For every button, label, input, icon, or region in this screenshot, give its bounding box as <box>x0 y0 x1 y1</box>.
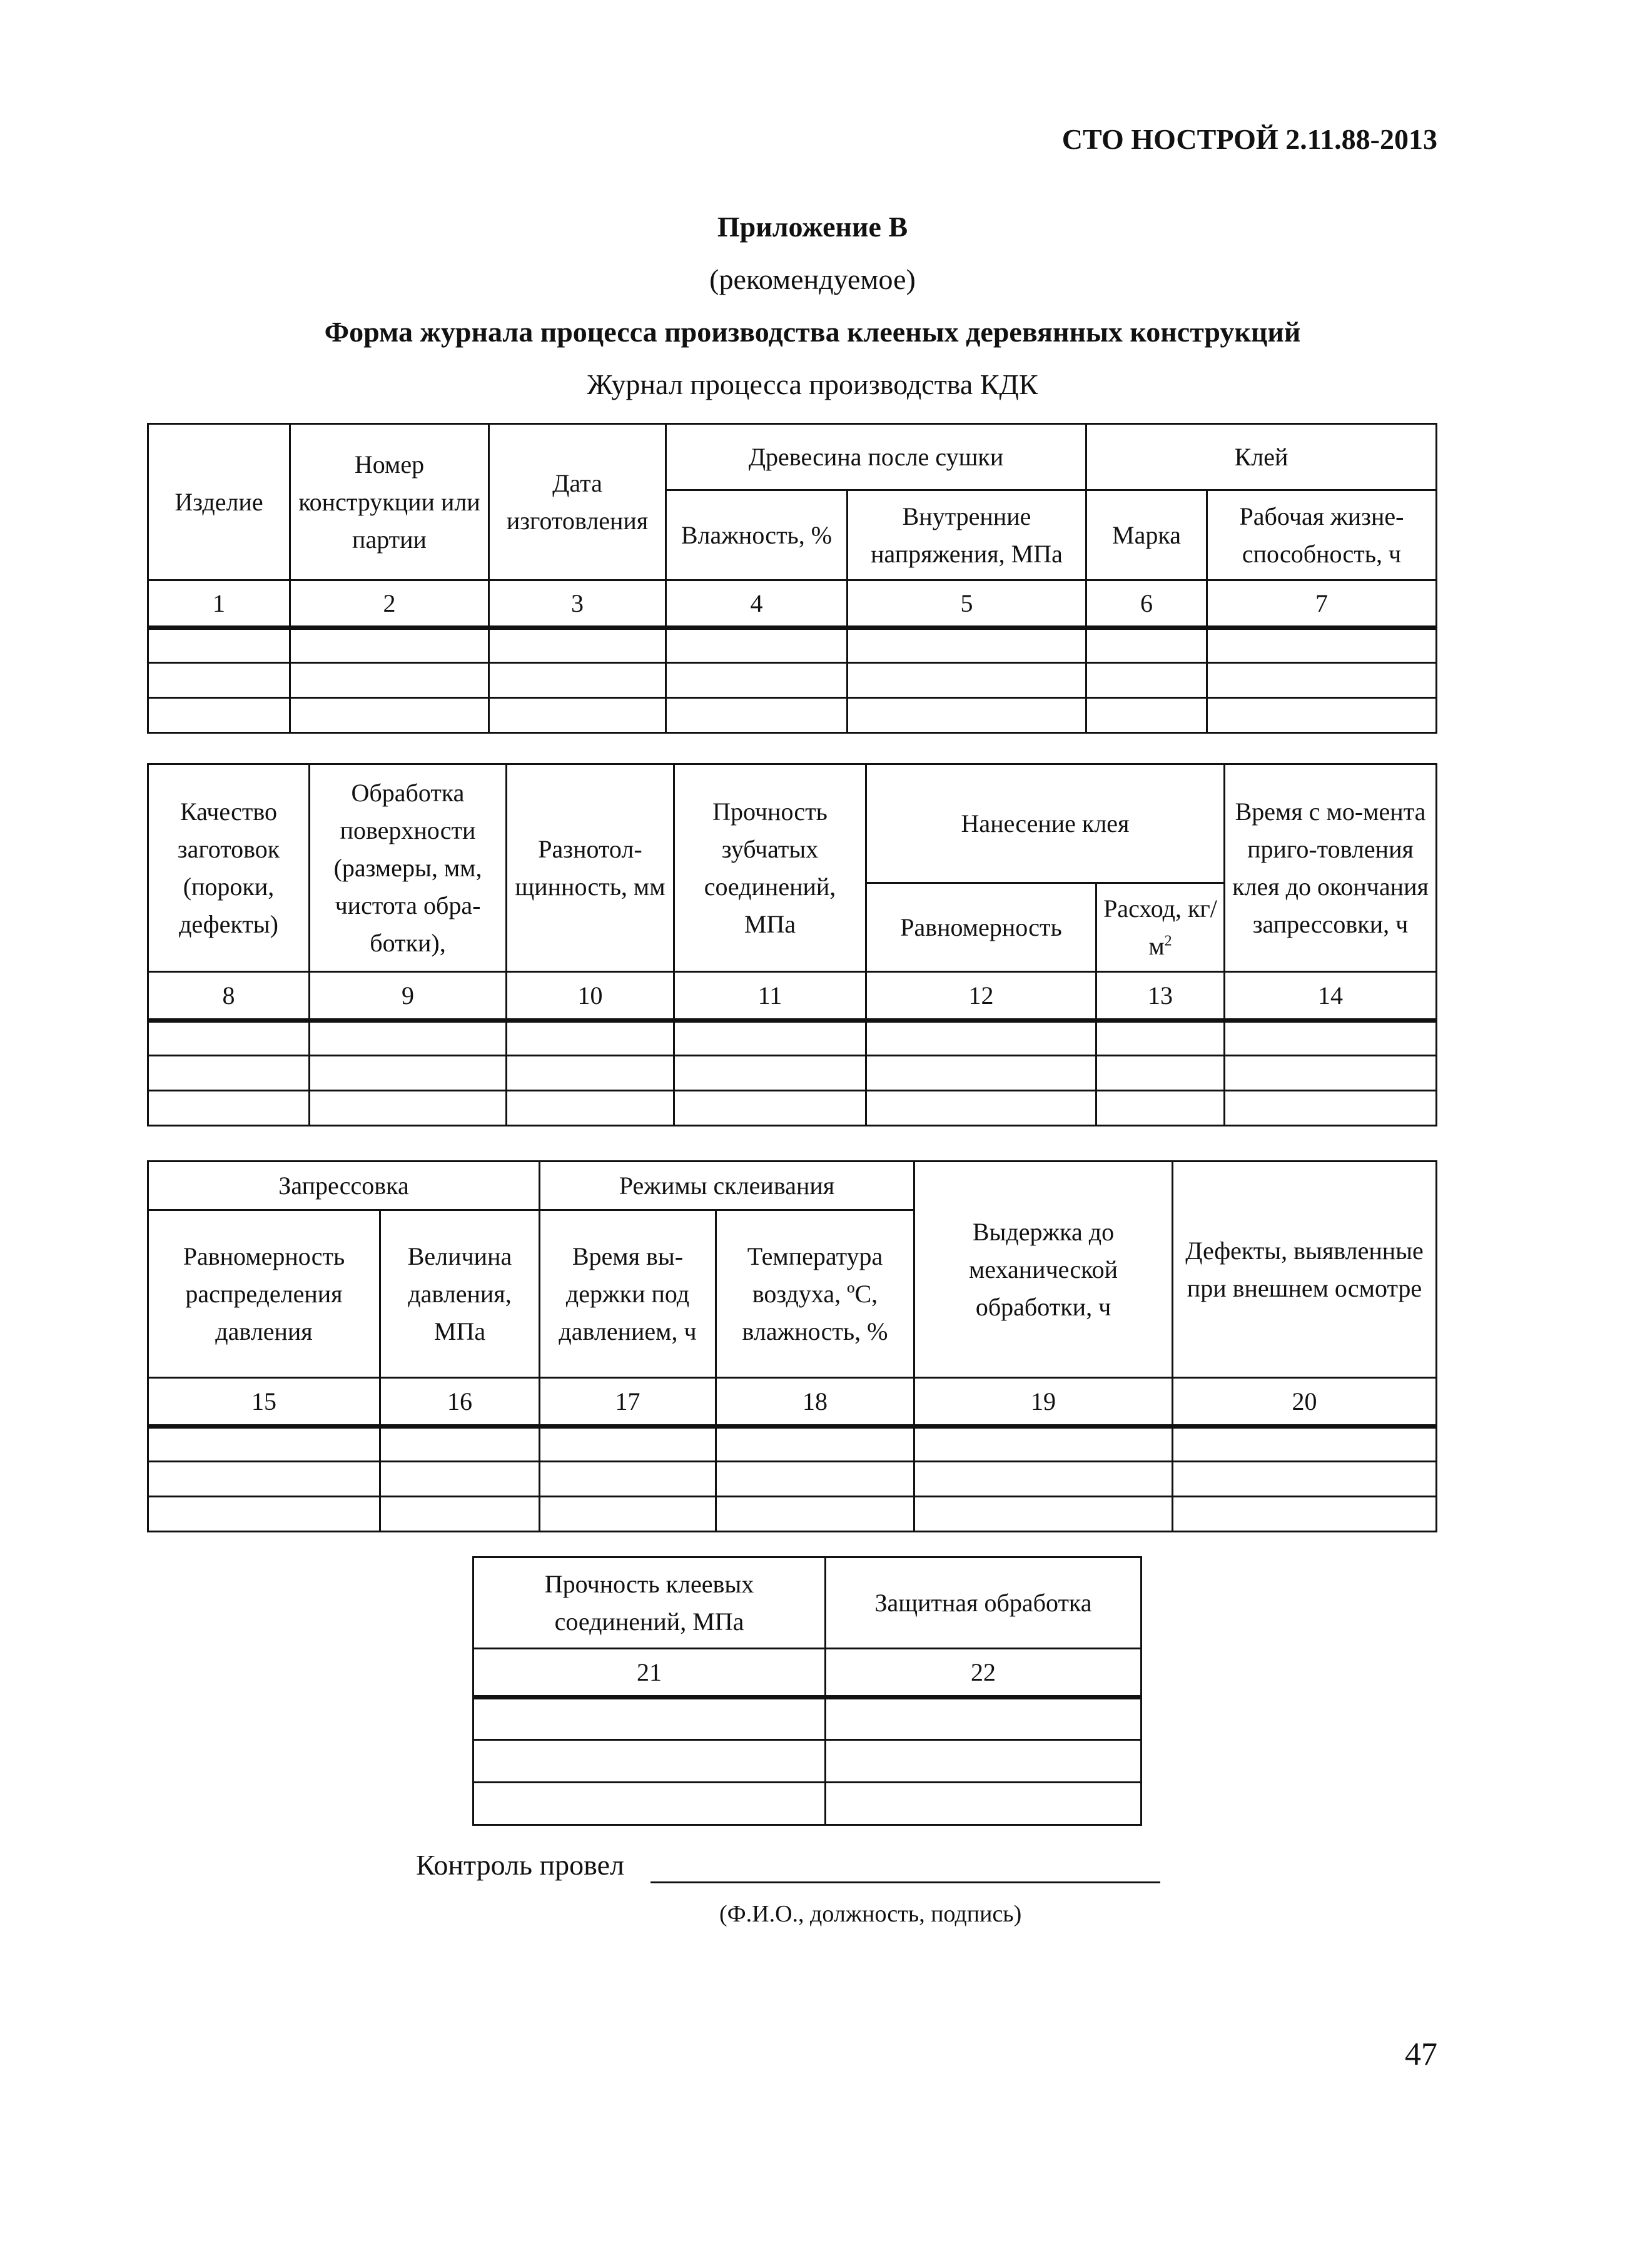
column-number: 21 <box>473 1649 826 1698</box>
table-cell <box>866 1021 1096 1056</box>
header-time-since-preparation: Время с мо-мента приго-товления клея до окончания запрессовки, ч <box>1225 764 1437 972</box>
journal-title: Журнал процесса производства КДК <box>587 368 1038 400</box>
table-cell <box>1173 1462 1437 1497</box>
header-internal-stress: Внутренние напряжения, МПа <box>848 490 1086 580</box>
table-cell <box>848 663 1086 698</box>
column-number: 1 <box>148 580 290 628</box>
column-number: 11 <box>674 972 866 1021</box>
table-cell <box>914 1497 1173 1532</box>
document-code: СТО НОСТРОЙ 2.11.88-2013 <box>1061 123 1437 155</box>
column-number: 8 <box>148 972 310 1021</box>
table-cell <box>666 698 848 733</box>
table-cell <box>148 1021 310 1056</box>
table-cell <box>826 1740 1142 1783</box>
table-cell <box>866 1056 1096 1091</box>
journal-table-2 <box>147 763 1437 1126</box>
header-application-uniformity: Равномерность <box>866 883 1096 972</box>
table-cell <box>540 1497 716 1532</box>
table-cell <box>310 1021 507 1056</box>
column-number: 18 <box>716 1378 914 1427</box>
table-cell <box>148 663 290 698</box>
table-row <box>148 1427 1437 1462</box>
table-row <box>473 1740 1142 1783</box>
header-pressure-value: Величина давления, МПа <box>380 1210 540 1378</box>
table-cell <box>310 1056 507 1091</box>
journal-table-4 <box>472 1556 1142 1826</box>
table-cell <box>540 1462 716 1497</box>
table-row <box>473 1698 1142 1740</box>
header-pressure-uniformity: Равномерность распределения давления <box>148 1210 380 1378</box>
table-cell <box>507 1091 674 1126</box>
header-hold-time: Время вы-держки под давлением, ч <box>540 1210 716 1378</box>
table-cell <box>290 663 489 698</box>
header-glue-joint-strength: Прочность клеевых соединений, МПа <box>473 1557 826 1649</box>
column-number: 5 <box>848 580 1086 628</box>
table-cell <box>674 1056 866 1091</box>
form-title: Форма журнала процесса производства клееных деревянных конструкций <box>324 316 1301 348</box>
header-glue-consumption: Расход, $кг/м^2$ <box>1096 883 1225 972</box>
table-cell <box>1173 1497 1437 1532</box>
column-number: 12 <box>866 972 1096 1021</box>
table-cell <box>1096 1021 1225 1056</box>
column-number: 16 <box>380 1378 540 1427</box>
header-aging-before-machining: Выдержка до механической обработки, ч <box>914 1162 1173 1378</box>
header-blank-quality: Качество заготовок (пороки, дефекты) <box>148 764 310 972</box>
table-row <box>148 698 1437 733</box>
table-cell <box>914 1427 1173 1462</box>
journal-table-1 <box>147 423 1437 734</box>
table-cell <box>290 628 489 663</box>
table-cell <box>473 1783 826 1825</box>
table-cell <box>848 698 1086 733</box>
table-cell <box>473 1698 826 1740</box>
column-number: 9 <box>310 972 507 1021</box>
header-finger-joint-strength: Прочность зубчатых соединений, МПа <box>674 764 866 972</box>
column-number: 3 <box>489 580 666 628</box>
signature-line <box>651 1881 1160 1883</box>
table-cell <box>1225 1056 1437 1091</box>
column-number: 13 <box>1096 972 1225 1021</box>
table-cell <box>148 1056 310 1091</box>
header-pressing: Запрессовка <box>148 1162 540 1210</box>
header-glue-application: Нанесение клея <box>866 764 1225 883</box>
header-wood-after-drying: Древесина после сушки <box>666 424 1086 490</box>
table-cell <box>674 1021 866 1056</box>
header-glue-brand: Марка <box>1086 490 1207 580</box>
header-thickness-variation: Разнотол-щинность, мм <box>507 764 674 972</box>
table-cell <box>473 1740 826 1783</box>
page-number: 47 <box>1405 2037 1437 2072</box>
table-cell <box>1173 1427 1437 1462</box>
column-number: 2 <box>290 580 489 628</box>
table-cell <box>1225 1021 1437 1056</box>
table-cell <box>914 1462 1173 1497</box>
column-number: 6 <box>1086 580 1207 628</box>
table-cell <box>148 698 290 733</box>
column-number: 17 <box>540 1378 716 1427</box>
header-construction-number: Номер конструкции или партии <box>290 424 489 580</box>
table-row <box>473 1783 1142 1825</box>
header-visual-defects: Дефекты, выявленные при внешнем осмотре <box>1173 1162 1437 1378</box>
table-cell <box>148 1497 380 1532</box>
table-cell <box>1207 628 1437 663</box>
table-cell <box>380 1497 540 1532</box>
table-cell <box>148 1462 380 1497</box>
column-number: 22 <box>826 1649 1142 1698</box>
table-cell <box>716 1462 914 1497</box>
table-cell <box>866 1091 1096 1126</box>
table-cell <box>1086 663 1207 698</box>
table-cell <box>826 1783 1142 1825</box>
header-moisture: Влажность, % <box>666 490 848 580</box>
table-cell <box>380 1427 540 1462</box>
table-cell <box>848 628 1086 663</box>
table-cell <box>1207 663 1437 698</box>
header-gluing-modes: Режимы склеивания <box>540 1162 914 1210</box>
column-number: 7 <box>1207 580 1437 628</box>
column-number: 19 <box>914 1378 1173 1427</box>
table-cell <box>148 1091 310 1126</box>
table-row <box>148 628 1437 663</box>
table-cell <box>310 1091 507 1126</box>
table-cell <box>1086 698 1207 733</box>
table-cell <box>1207 698 1437 733</box>
header-product: Изделие <box>148 424 290 580</box>
table-row <box>148 1056 1437 1091</box>
table-row <box>148 1021 1437 1056</box>
table-cell <box>290 698 489 733</box>
table-cell <box>826 1698 1142 1740</box>
header-air-temperature: Температура воздуха, ºС, влажность, % <box>716 1210 914 1378</box>
table-cell <box>1225 1091 1437 1126</box>
appendix-title: Приложение В <box>717 211 908 243</box>
table-cell <box>489 628 666 663</box>
table-cell <box>380 1462 540 1497</box>
column-number: 10 <box>507 972 674 1021</box>
header-manufacture-date: Дата изготовления <box>489 424 666 580</box>
header-protective-treatment: Защитная обработка <box>826 1557 1142 1649</box>
table-cell <box>666 663 848 698</box>
column-number: 4 <box>666 580 848 628</box>
table-row <box>148 1091 1437 1126</box>
header-surface-treatment: Обработка поверхности (размеры, мм, чистота обра-ботки), <box>310 764 507 972</box>
table-cell <box>666 628 848 663</box>
column-number: 15 <box>148 1378 380 1427</box>
table-row <box>148 1462 1437 1497</box>
table-cell <box>1086 628 1207 663</box>
header-pot-life: Рабочая жизне-способность, ч <box>1207 490 1437 580</box>
table-cell <box>148 1427 380 1462</box>
table-cell <box>1096 1091 1225 1126</box>
control-label: Контроль провел <box>416 1849 624 1881</box>
table-cell <box>716 1497 914 1532</box>
table-cell <box>148 628 290 663</box>
column-number: 20 <box>1173 1378 1437 1427</box>
header-glue: Клей <box>1086 424 1437 490</box>
table-row <box>148 663 1437 698</box>
table-cell <box>507 1021 674 1056</box>
appendix-status: (рекомендуемое) <box>709 263 916 295</box>
table-cell <box>716 1427 914 1462</box>
column-number: 14 <box>1225 972 1437 1021</box>
table-cell <box>1096 1056 1225 1091</box>
table-cell <box>507 1056 674 1091</box>
table-cell <box>489 663 666 698</box>
table-row <box>148 1497 1437 1532</box>
table-cell <box>540 1427 716 1462</box>
signature-hint: (Ф.И.О., должность, подпись) <box>719 1901 1022 1927</box>
table-cell <box>489 698 666 733</box>
table-cell <box>674 1091 866 1126</box>
journal-table-3 <box>147 1160 1437 1532</box>
